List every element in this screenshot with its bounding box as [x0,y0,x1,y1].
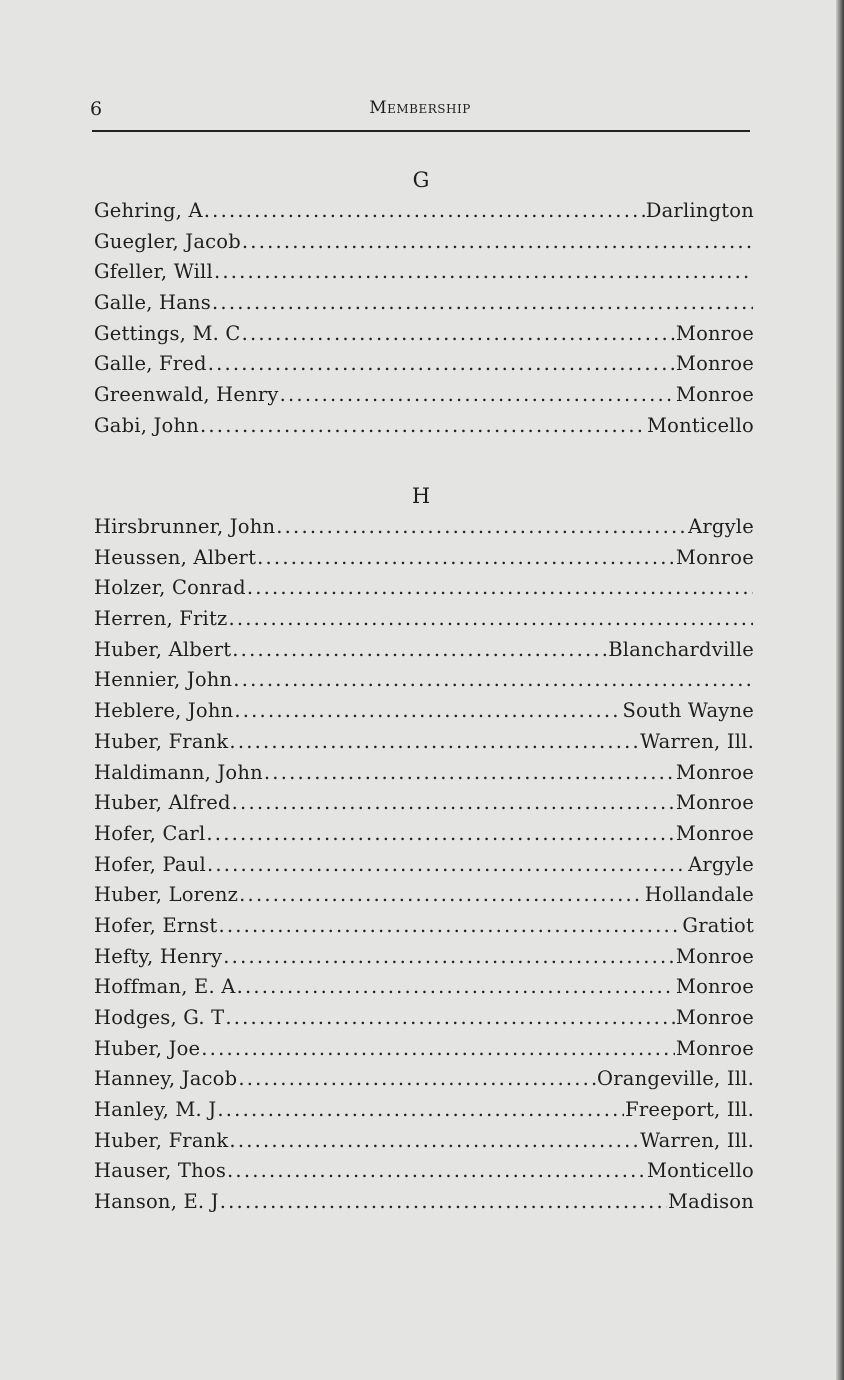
member-entry [94,319,754,350]
dot-leader [204,196,645,227]
member-place: Hollandale [644,883,754,907]
member-name: Galle, Fred [94,352,207,376]
member-name: Huber, Joe [94,1036,201,1060]
member-name: Holzer, Conrad [94,576,246,600]
dot-leader [229,727,639,758]
member-entry [94,1034,754,1065]
dot-leader [276,512,687,543]
member-name: Gehring, A [94,199,203,222]
member-name: Hirsbrunner, John [94,515,276,538]
running-head: Membership [369,98,471,118]
member-place: Monroe [675,975,754,999]
member-name: Huber, Frank [94,729,229,753]
member-entry [94,1187,754,1218]
member-place: Monroe [675,944,754,968]
member-entry [94,1064,754,1095]
member-place: Monroe [675,1006,754,1029]
member-entry [94,880,754,911]
dot-leader [218,911,681,942]
member-place: Monticello [646,413,754,437]
member-entry [94,758,754,789]
member-name: Heussen, Albert [94,545,257,569]
dot-leader [242,227,753,258]
member-place: Freeport, Ill. [625,1098,754,1122]
member-entry [94,288,754,319]
member-name: Gettings, M. C [94,321,241,345]
member-name: Haldimann, John [94,760,263,784]
member-name: Hodges, G. T [94,1006,225,1029]
member-name: Hanson, E. J [94,1190,219,1214]
member-entry [94,512,754,543]
member-place: Monticello [646,1159,754,1183]
dot-leader [280,380,675,411]
dot-leader [200,411,646,442]
member-name: Hennier, John [94,668,233,692]
dot-leader [208,349,675,380]
member-entry [94,573,754,604]
dot-leader [206,819,675,850]
dot-leader [233,665,753,696]
member-place: Blanchardville [608,637,754,661]
member-place: Argyle [688,852,754,876]
dot-leader [238,1064,596,1095]
member-name: Hefty, Henry [94,944,223,968]
dot-leader [234,696,621,727]
dot-leader [229,1126,639,1157]
member-name: Huber, Albert [94,637,232,661]
member-entry [94,257,754,288]
member-place: Gratiot [682,913,754,937]
member-name: Guegler, Jacob [94,229,241,253]
member-place: Monroe [675,791,754,815]
member-entry [94,942,754,973]
dot-leader [232,788,675,819]
member-entry [94,543,754,574]
member-name: Gabi, John [94,413,199,437]
member-entry [94,696,754,727]
member-list-h [94,512,754,1218]
member-name: Hoffman, E. A [94,975,236,999]
dot-leader [225,1003,675,1034]
section-heading-g: G [412,168,430,192]
member-entry [94,911,754,942]
dot-leader [220,1187,667,1218]
dot-leader [201,1034,675,1065]
page-number: 6 [90,98,103,120]
dot-leader [237,972,675,1003]
member-name: Hanney, Jacob [94,1067,238,1091]
section-heading-h: H [411,484,431,508]
member-entry [94,850,754,881]
dot-leader [232,635,607,666]
dot-leader [207,850,687,881]
member-name: Huber, Alfred [94,791,231,815]
member-name: Huber, Lorenz [94,883,239,907]
member-name: Heblere, John [94,699,234,723]
page-edge [836,0,844,1380]
member-name: Hauser, Thos [94,1159,227,1183]
dot-leader [228,604,753,635]
member-place: Monroe [675,1036,754,1060]
member-entry [94,604,754,635]
dot-leader [247,573,753,604]
member-list-g [94,196,754,442]
member-name: Greenwald, Henry [94,383,279,407]
member-place: Monroe [675,760,754,784]
dot-leader [212,288,753,319]
member-entry [94,819,754,850]
member-entry [94,727,754,758]
member-place: Argyle [688,515,754,538]
member-name: Gfeller, Will [94,260,213,284]
member-entry [94,349,754,380]
member-place: Monroe [675,821,754,845]
header-rule [92,130,750,132]
member-name: Galle, Hans [94,291,212,315]
dot-leader [217,1095,624,1126]
member-entry [94,1003,754,1034]
member-entry [94,196,754,227]
member-entry [94,788,754,819]
dot-leader [227,1156,646,1187]
member-entry [94,665,754,696]
member-place: Darlington [645,199,754,222]
member-name: Hofer, Paul [94,852,206,876]
member-name: Hofer, Ernst [94,913,218,937]
member-name: Herren, Fritz [94,607,228,631]
member-name: Hanley, M. J [94,1098,217,1122]
dot-leader [242,319,675,350]
member-place: Monroe [675,545,754,569]
member-entry [94,380,754,411]
member-entry [94,227,754,258]
member-place: Monroe [675,383,754,407]
member-entry [94,1156,754,1187]
dot-leader [214,257,753,288]
member-place: Monroe [675,352,754,376]
member-entry [94,1126,754,1157]
member-place: Madison [667,1190,754,1214]
dot-leader [257,543,675,574]
member-place: South Wayne [622,699,754,723]
dot-leader [264,758,675,789]
page-header [90,98,750,122]
member-name: Hofer, Carl [94,821,206,845]
member-place: Warren, Ill. [640,729,754,753]
dot-leader [223,942,675,973]
member-entry [94,1095,754,1126]
member-entry [94,411,754,442]
member-name: Huber, Frank [94,1128,229,1152]
member-place: Orangeville, Ill. [597,1067,754,1091]
member-entry [94,635,754,666]
member-place: Warren, Ill. [640,1128,754,1152]
member-entry [94,972,754,1003]
member-place: Monroe [675,321,754,345]
dot-leader [239,880,644,911]
